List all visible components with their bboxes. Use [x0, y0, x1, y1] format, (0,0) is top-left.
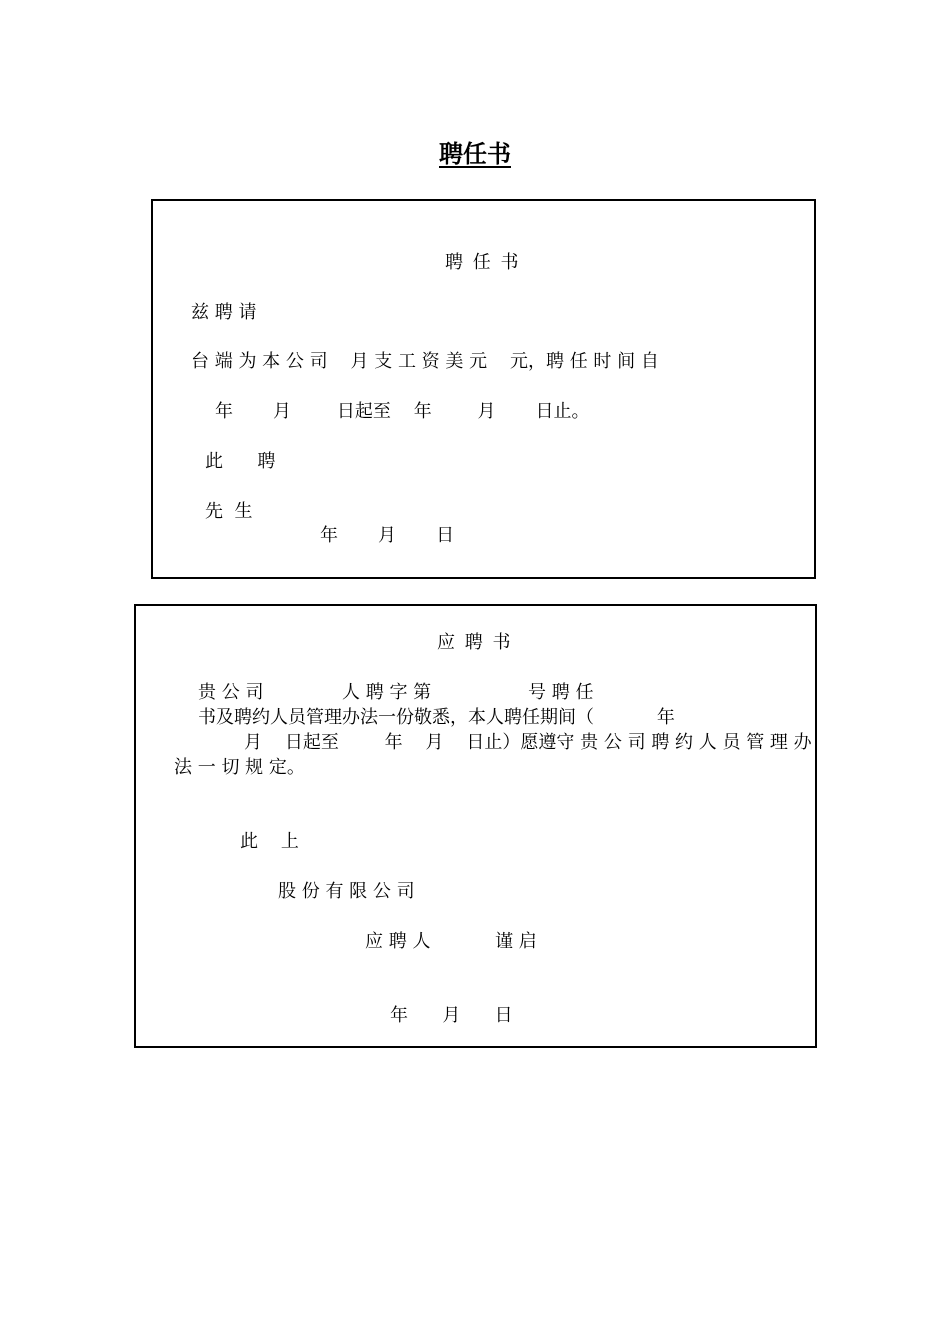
acceptance-line-company: 贵 公 司	[198, 682, 264, 703]
appointment-line-addressee: 先 生	[205, 501, 253, 522]
document-title: 聘任书	[439, 140, 511, 168]
acceptance-letter-box	[134, 604, 817, 1048]
acceptance-line-respectfully: 谨 启	[495, 931, 537, 952]
acceptance-line-company-name: 股 份 有 限 公 司	[278, 881, 415, 902]
acceptance-date-line: 年 月 日	[390, 1005, 513, 1026]
appointment-line-period: 年 月 日起至 年 月 日止。	[215, 401, 590, 422]
appointment-heading: 聘 任 书	[445, 252, 521, 273]
acceptance-line-regulations: 书及聘约人员管理办法一份敬悉，本人聘任期间（ 年	[198, 707, 675, 728]
appointment-line-closing: 此 聘	[205, 451, 276, 472]
acceptance-line-period: 月 日起至 年 月 日止）愿遵守 贵 公 司 聘 约 人 员 管 理 办	[244, 732, 812, 753]
acceptance-line-applicant: 应 聘 人	[365, 931, 431, 952]
acceptance-line-number: 号 聘 任	[528, 682, 594, 703]
appointment-date-line: 年 月 日	[320, 525, 455, 546]
acceptance-heading: 应 聘 书	[437, 632, 513, 653]
acceptance-line-ref: 人 聘 字 第	[342, 682, 432, 703]
appointment-line-hire: 兹 聘 请	[191, 302, 257, 323]
acceptance-line-rules: 法 一 切 规 定。	[174, 757, 305, 778]
appointment-line-salary: 台 端 为 本 公 司 月 支 工 资 美 元 元，聘 任 时 间 自	[191, 351, 659, 372]
acceptance-line-closing: 此 上	[240, 831, 299, 852]
